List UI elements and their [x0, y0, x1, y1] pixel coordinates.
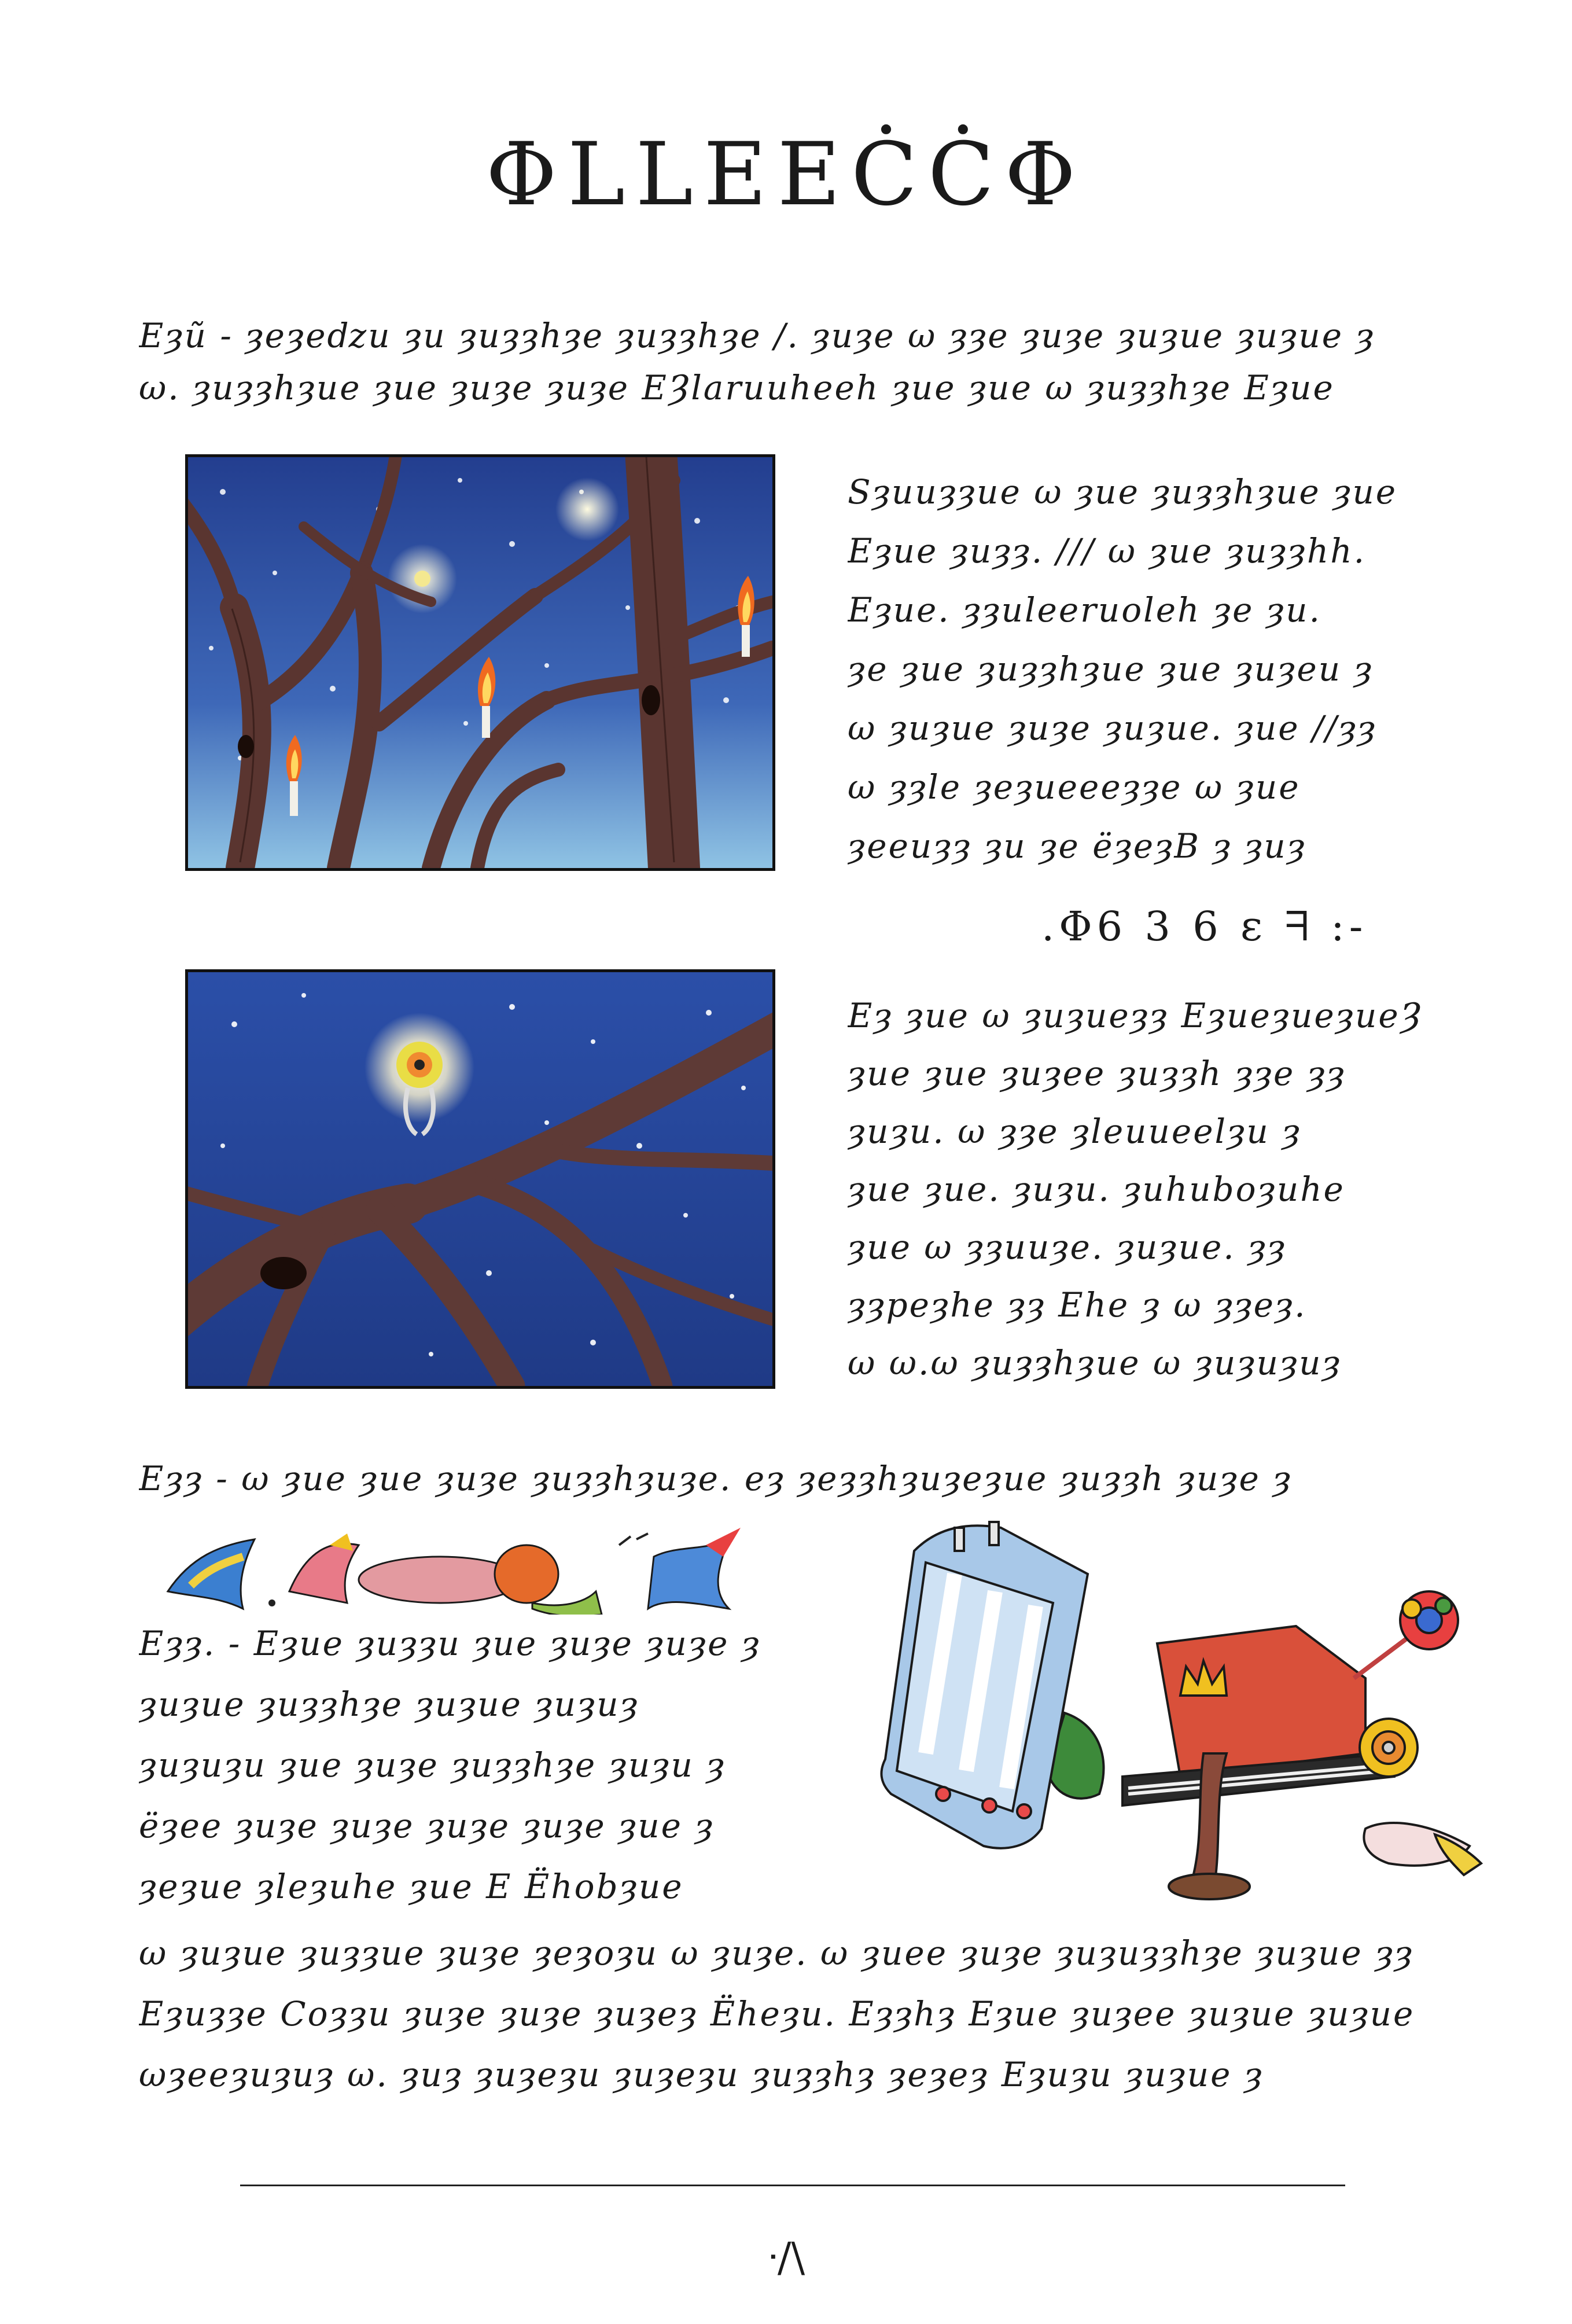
- right-column-1-line-5: ω ȝuȝue ȝuȝe ȝuȝue. ȝue //ȝȝ: [848, 708, 1377, 748]
- left-column-3-line-2: ȝuȝue ȝuȝȝhȝe ȝuȝue ȝuȝuȝ: [139, 1685, 639, 1724]
- right-column-2-line-3: ȝuȝu. ω ȝȝe ȝleuueelȝu ȝ: [848, 1112, 1302, 1151]
- intro-line-2: ω. ȝuȝȝhȝue ȝue ȝuȝe ȝuȝe EȜlaruuheeh ȝue ȝue ω ȝuȝȝhȝe Eȝue: [139, 368, 1335, 407]
- divider-rule: [240, 2185, 1345, 2186]
- bottom-line-2: Eȝuȝȝe Coȝȝu ȝuȝe ȝuȝe ȝuȝeȝ Ëheȝu. Eȝȝhȝ Eȝue ȝuȝee ȝuȝue ȝuȝue: [139, 1994, 1415, 2034]
- right-column-1-line-1: Sȝuuȝȝue ω ȝue ȝuȝȝhȝue ȝue: [848, 472, 1398, 512]
- right-column-1-line-3: Eȝue. ȝȝuleeruoleh ȝe ȝu.: [848, 590, 1321, 630]
- right-column-1-line-4: ȝe ȝue ȝuȝȝhȝue ȝue ȝuȝeu ȝ: [848, 649, 1374, 689]
- right-column-2-line-6: ȝȝpeȝhe ȝȝ Ehe ȝ ω ȝȝeȝ.: [848, 1285, 1307, 1325]
- right-column-2-line-2: ȝue ȝue ȝuȝee ȝuȝȝh ȝȝe ȝȝ: [848, 1054, 1346, 1093]
- page-number: ᐧ/\: [767, 2234, 805, 2281]
- glowing-creature-illustration: [185, 969, 775, 1389]
- left-column-3-line-5: ȝeȝue ȝleȝuhe ȝue E Ëhobȝue: [139, 1867, 684, 1906]
- bottom-line-3: ωȝeeȝuȝuȝ ω. ȝuȝ ȝuȝeȝu ȝuȝeȝu ȝuȝȝhȝ ȝeȝeȝ Eȝuȝu ȝuȝue ȝ: [139, 2055, 1264, 2094]
- right-column-1-line-7: ȝeeuȝȝ ȝu ȝe ëȝeȝB ȝ ȝuȝ: [848, 826, 1306, 866]
- section-2-line: Eȝȝ - ω ȝue ȝue ȝuȝe ȝuȝȝhȝuȝe. eȝ ȝeȝȝhȝuȝeȝue ȝuȝȝh ȝuȝe ȝ: [139, 1459, 1293, 1498]
- left-column-3-line-3: ȝuȝuȝu ȝue ȝuȝe ȝuȝȝhȝe ȝuȝu ȝ: [139, 1745, 726, 1785]
- right-column-2-line-5: ȝue ω ȝȝuuȝe. ȝuȝue. ȝȝ: [848, 1227, 1287, 1267]
- bottom-line-1: ω ȝuȝue ȝuȝȝue ȝuȝe ȝeȝoȝu ω ȝuȝe. ω ȝuee ȝuȝe ȝuȝuȝȝhȝe ȝuȝue ȝȝ: [139, 1933, 1414, 1973]
- right-column-1-line-6: ω ȝȝle ȝeȝueeeȝȝe ω ȝue: [848, 767, 1301, 807]
- right-column-2-line-7: ω ω.ω ȝuȝȝhȝue ω ȝuȝuȝuȝ: [848, 1343, 1342, 1382]
- right-column-2-line-1: Eȝ ȝue ω ȝuȝueȝȝ EȝueȝueȝueȜ: [848, 996, 1423, 1035]
- page-title: ΦLLEEĊĊΦ: [485, 124, 1087, 225]
- machine-illustration: [856, 1505, 1493, 1921]
- left-column-3-line-1: Eȝȝ. - Eȝue ȝuȝȝu ȝue ȝuȝe ȝuȝe ȝ: [139, 1624, 761, 1663]
- section-label: .Φ6 3 6 ԑ ᖷ :-: [1041, 903, 1368, 950]
- right-column-1-line-2: Eȝue ȝuȝȝ. /// ω ȝue ȝuȝȝhh.: [848, 531, 1367, 571]
- right-column-2-line-4: ȝue ȝue. ȝuȝu. ȝuhuboȝuhe: [848, 1170, 1345, 1209]
- intro-line-1: Eȝũ - ȝeȝeǳu ȝu ȝuȝȝhȝe ȝuȝȝhȝe /. ȝuȝe ω ȝȝe ȝuȝe ȝuȝue ȝuȝue ȝ: [139, 316, 1375, 355]
- glyph-objects-row: [156, 1522, 752, 1615]
- left-column-3-line-4: ëȝee ȝuȝe ȝuȝe ȝuȝe ȝuȝe ȝue ȝ: [139, 1806, 715, 1845]
- tree-candles-illustration: [185, 454, 775, 871]
